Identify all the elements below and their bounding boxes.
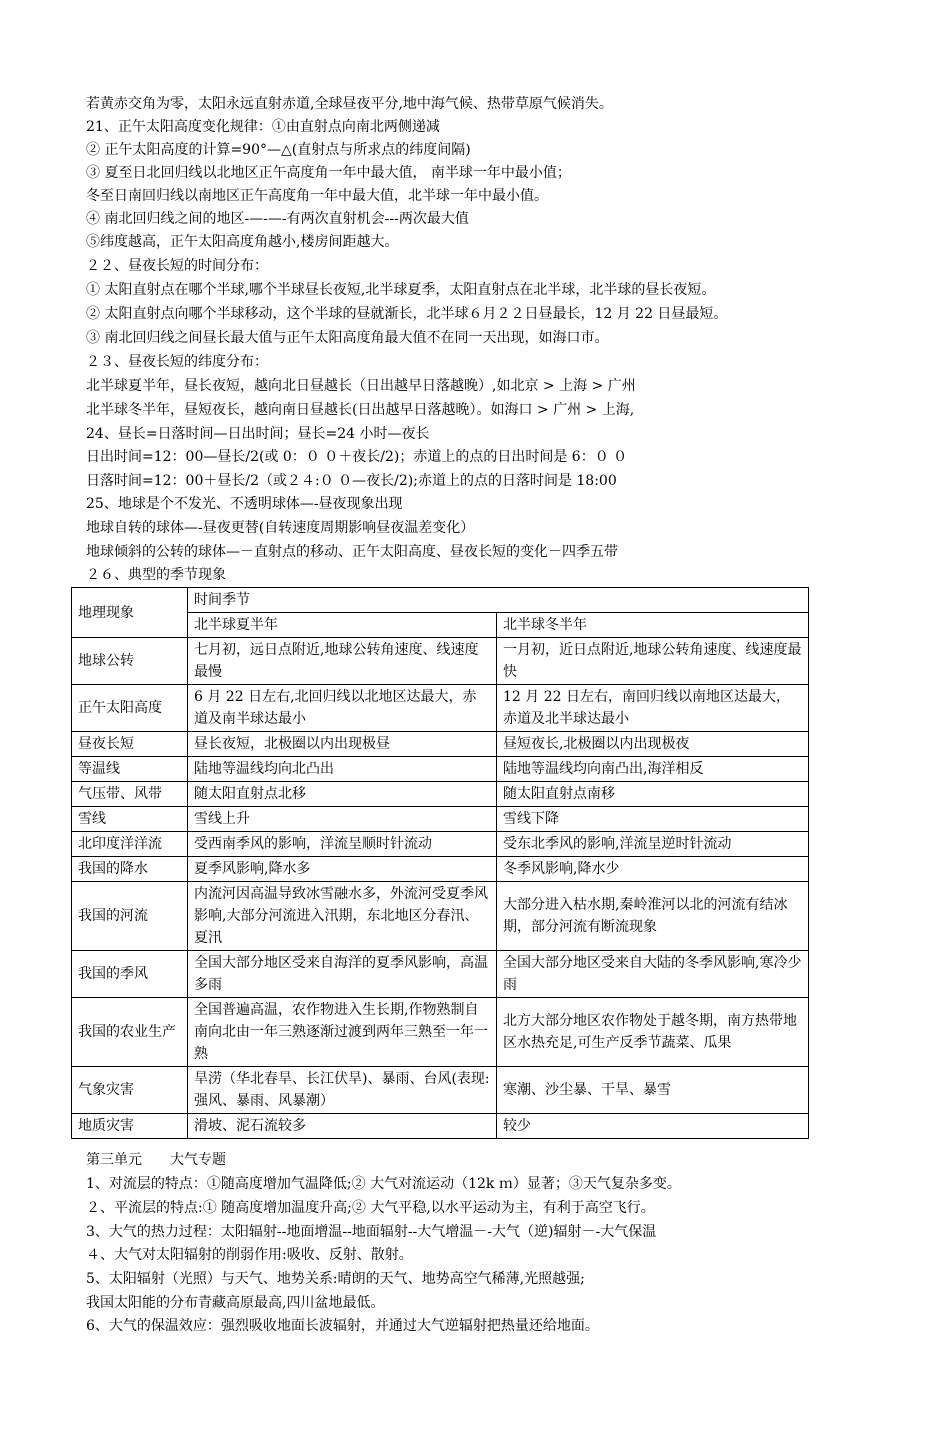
row-name-cell: 气压带、风带 [72,782,188,807]
table-row [72,782,809,807]
row-name-cell: 等温线 [72,757,188,782]
row-name-cell: 我国的农业生产 [72,998,188,1067]
section-heading: 第三单元 大气专题 [86,1152,226,1168]
table-row [72,757,809,782]
winter-cell: 陆地等温线均向南凸出,海洋相反 [497,757,809,782]
row-name-cell: 我国的季风 [72,951,188,998]
winter-cell: 较少 [497,1114,809,1139]
table-row [72,832,809,857]
table-row [72,1067,809,1114]
text-line: 冬至日南回归线以南地区正午高度角一年中最大值，北半球一年中最小值。 [86,188,548,204]
row-name-cell: 我国的河流 [72,882,188,951]
summer-cell: 滑坡、泥石流较多 [188,1114,497,1139]
text-line: ③ 夏至日北回归线以北地区正午高度角一年中最大值， 南半球一年中最小值； [86,165,571,181]
text-line: ２２、昼夜长短的时间分布： [86,258,268,274]
table-row [72,1114,809,1139]
row-name-cell: 昼夜长短 [72,732,188,757]
text-line: ２６、典型的季节现象 [86,567,226,583]
table-row [72,685,809,732]
row-name-cell: 地球公转 [72,638,188,685]
table-row [72,638,809,685]
summer-cell: 雪线上升 [188,807,497,832]
winter-cell: 北方大部分地区农作物处于越冬期，南方热带地区水热充足,可生产反季节蔬菜、瓜果 [497,998,809,1067]
text-line: 日出时间=12：00—昼长/2(或 0：０ ０＋夜长/2)；赤道上的点的日出时间是 6：０ ０ [86,449,628,465]
summer-cell: 随太阳直射点北移 [188,782,497,807]
header-cell-winter: 北半球冬半年 [497,613,809,638]
text-line: ② 太阳直射点向哪个半球移动，这个半球的昼就渐长，北半球６月２２日昼最长，12 月 22 日昼最短。 [86,306,728,322]
winter-cell: 12 月 22 日左右，南回归线以南地区达最大，赤道及北半球达最小 [497,685,809,732]
winter-cell: 寒潮、沙尘暴、干旱、暴雪 [497,1067,809,1114]
summer-cell: 夏季风影响,降水多 [188,857,497,882]
table-row [72,951,809,998]
text-line: ２、平流层的特点:① 随高度增加温度升高;② 大气平稳,以水平运动为主，有利于高空飞行。 [86,1200,655,1216]
table-row [72,857,809,882]
table-row [72,998,809,1067]
text-line: 北半球冬半年，昼短夜长，越向南日昼越长(日出越早日落越晚）。如海口 > 广州 > 上海, [86,402,635,418]
row-name-cell: 雪线 [72,807,188,832]
summer-cell: 旱涝（华北春旱、长江伏旱)、暴雨、台风(表现:强风、暴雨、风暴潮） [188,1067,497,1114]
text-line: ① 太阳直射点在哪个半球,哪个半球昼长夜短,北半球夏季，太阳直射点在北半球，北半球的昼长夜短。 [86,282,716,298]
text-line: 日落时间=12：00＋昼长/2（或２４:０ ０—夜长/2);赤道上的点的日落时间是 18:00 [86,473,617,489]
winter-cell: 一月初，近日点附近,地球公转角速度、线速度最快 [497,638,809,685]
text-line: 我国太阳能的分布青藏高原最高,四川盆地最低。 [86,1295,385,1311]
text-line: ② 正午太阳高度的计算=90°—△(直射点与所求点的纬度间隔) [86,142,471,158]
summer-cell: 昼长夜短，北极圈以内出现极昼 [188,732,497,757]
text-line: ４、大气对太阳辐射的削弱作用:吸收、反射、散射。 [86,1247,413,1263]
text-line: ④ 南北回归线之间的地区-—-—-有两次直射机会---两次最大值 [86,211,469,227]
text-line: ⑤纬度越高，正午太阳高度角越小,楼房间距越大。 [86,234,399,250]
text-line: 6、大气的保温效应：强烈吸收地面长波辐射，并通过大气逆辐射把热量还给地面。 [86,1318,599,1334]
row-name-cell: 我国的降水 [72,857,188,882]
header-cell-summer: 北半球夏半年 [188,613,497,638]
summer-cell: 6 月 22 日左右,北回归线以北地区达最大，赤道及南半球达最小 [188,685,497,732]
text-line: ２３、昼夜长短的纬度分布： [86,354,268,370]
text-line: 5、太阳辐射（光照）与天气、地势关系:晴朗的天气、地势高空气稀薄,光照越强; [86,1271,585,1287]
summer-cell: 内流河因高温导致冰雪融水多，外流河受夏季风影响,大部分河流进入汛期，东北地区分春汛、夏汛 [188,882,497,951]
summer-cell: 七月初，远日点附近,地球公转角速度、线速度最慢 [188,638,497,685]
table-row [72,732,809,757]
summer-cell: 受西南季风的影响，洋流呈顺时针流动 [188,832,497,857]
header-cell-phenomenon: 地理现象 [72,588,188,638]
text-line: 3、大气的热力过程：太阳辐射--地面增温--地面辐射--大气增温－-大气（逆)辐射－-大气保温 [86,1224,657,1240]
table-row [72,882,809,951]
winter-cell: 雪线下降 [497,807,809,832]
winter-cell: 随太阳直射点南移 [497,782,809,807]
row-name-cell: 北印度洋洋流 [72,832,188,857]
header-cell-season: 时间季节 [188,588,809,613]
seasonal-phenomena-table [71,587,809,1139]
winter-cell: 昼短夜长,北极圈以内出现极夜 [497,732,809,757]
summer-cell: 陆地等温线均向北凸出 [188,757,497,782]
winter-cell: 大部分进入枯水期,秦岭淮河以北的河流有结冰期，部分河流有断流现象 [497,882,809,951]
text-line: ③ 南北回归线之间昼长最大值与正午太阳高度角最大值不在同一天出现，如海口市。 [86,330,609,346]
row-name-cell: 气象灾害 [72,1067,188,1114]
text-line: 1、对流层的特点：①随高度增加气温降低;② 大气对流运动（12k ｍ）显著；③天气复杂多变。 [86,1176,681,1192]
table-row [72,807,809,832]
row-name-cell: 正午太阳高度 [72,685,188,732]
summer-cell: 全国大部分地区受来自海洋的夏季风影响，高温多雨 [188,951,497,998]
winter-cell: 受东北季风的影响,洋流呈逆时针流动 [497,832,809,857]
text-line: 24、昼长=日落时间—日出时间；昼长=24 小时—夜长 [86,426,430,442]
winter-cell: 冬季风影响,降水少 [497,857,809,882]
text-line: 北半球夏半年，昼长夜短，越向北日昼越长（日出越早日落越晚）,如北京 > 上海 > 广州 [86,378,636,394]
text-line: 地球自转的球体—-昼夜更替(自转速度周期影响昼夜温差变化） [86,520,475,536]
text-line: 25、地球是个不发光、不透明球体—-昼夜现象出现 [86,496,403,512]
table-header-row [72,588,809,613]
summer-cell: 全国普遍高温，农作物进入生长期,作物熟制自南向北由一年三熟逐渐过渡到两年三熟至一年一熟 [188,998,497,1067]
text-line: 地球倾斜的公转的球体—－直射点的移动、正午太阳高度、昼夜长短的变化－四季五带 [86,544,618,560]
winter-cell: 全国大部分地区受来自大陆的冬季风影响,寒冷少雨 [497,951,809,998]
text-line: 21、正午太阳高度变化规律：①由直射点向南北两侧递减 [86,119,440,135]
text-line: 若黄赤交角为零，太阳永远直射赤道,全球昼夜平分,地中海气候、热带草原气候消失。 [86,96,613,112]
row-name-cell: 地质灾害 [72,1114,188,1139]
